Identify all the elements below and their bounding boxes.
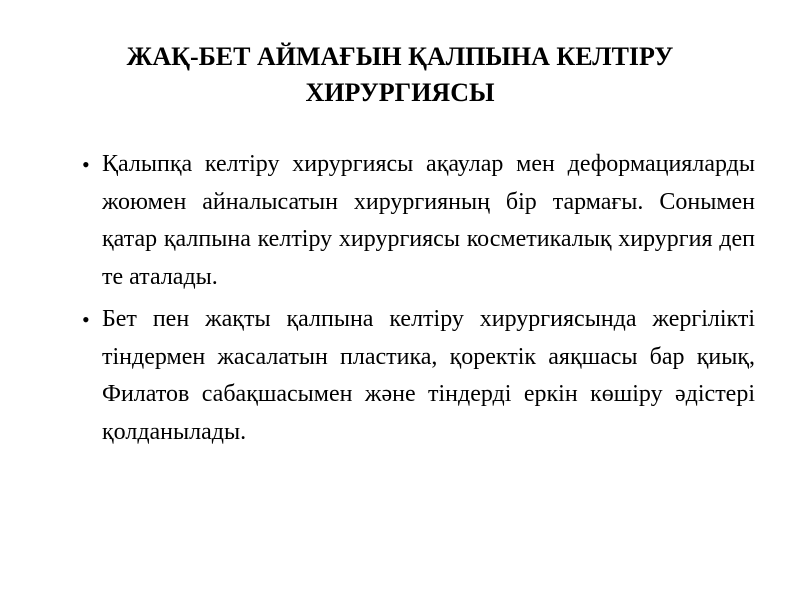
bullet-marker: • [82, 307, 90, 332]
bullet-text: Бет пен жақты қалпына келтіру хирургиясында жергілікті тіндермен жасалатын пластика, қоректік аяқшасы бар қиық, Филатов сабақшасымен және тіндерді еркін көшіру әдістері қолданылады. [102, 306, 755, 445]
bullet-item-1 [80, 146, 755, 296]
slide-title-line-1: ЖАҚ-БЕТ АЙМАҒЫН ҚАЛПЫНА КЕЛТІРУ [126, 42, 674, 71]
bullet-marker: • [82, 152, 90, 177]
bullet-text: Қалыпқа келтіру хирургиясы ақаулар мен деформацияларды жоюмен айналысатын хирургияның бір тармағы. Сонымен қатар қалпына келтіру хирургиясы косметикалық хирургия деп те аталады. [102, 151, 755, 290]
bullet-item-2 [80, 301, 755, 451]
bullet-list [80, 146, 755, 456]
slide-title-line-2: ХИРУРГИЯСЫ [305, 78, 495, 107]
slide-title [60, 39, 740, 111]
